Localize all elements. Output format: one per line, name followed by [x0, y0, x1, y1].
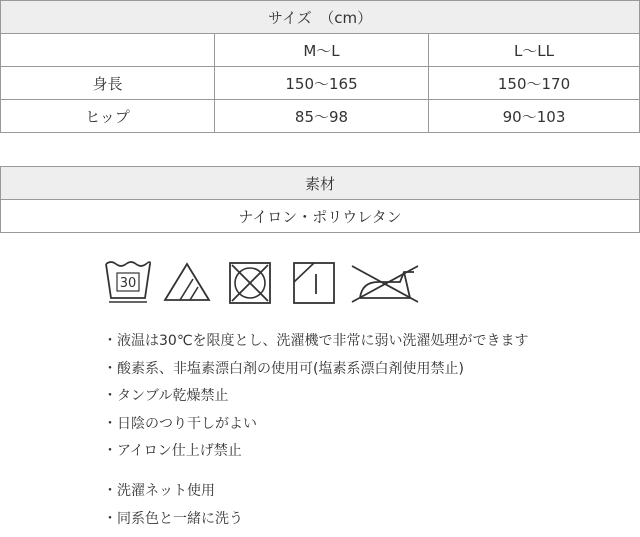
list-item: ・日陰のつり干しがよい	[103, 415, 257, 432]
row-label-hip: ヒップ	[1, 100, 215, 133]
care-notes-list	[103, 328, 529, 466]
height-m-l-value: 150〜165	[215, 67, 429, 100]
size-column-header-l-ll: L〜LL	[429, 34, 640, 67]
height-l-ll-value: 150〜170	[429, 67, 640, 100]
list-item: ・酸素系、非塩素漂白剤の使用可(塩素系漂白剤使用禁止)	[103, 360, 464, 377]
size-table-header: サイズ （cm）	[1, 1, 640, 34]
size-column-header-blank	[1, 34, 215, 67]
care-notes-list-extra	[103, 478, 243, 533]
no-iron-icon	[348, 260, 422, 306]
oxygen-bleach-icon	[162, 260, 212, 306]
hip-m-l-value: 85〜98	[215, 100, 429, 133]
shade-line-dry-icon	[292, 260, 340, 306]
list-item: ・アイロン仕上げ禁止	[103, 443, 242, 459]
material-table-header: 素材	[1, 167, 640, 200]
table-row	[1, 100, 640, 133]
list-item: ・同系色と一緒に洗う	[103, 510, 243, 527]
list-item: ・洗濯ネット使用	[103, 483, 215, 499]
wash-tub-icon	[104, 260, 152, 306]
material-value: ナイロン・ポリウレタン	[1, 200, 640, 233]
table-row	[1, 67, 640, 100]
size-table	[0, 0, 640, 133]
wash-temperature-label: 30	[119, 276, 137, 291]
size-column-header-m-l: M〜L	[215, 34, 429, 67]
list-item: ・液温は30℃を限度とし、洗濯機で非常に弱い洗濯処理ができます	[103, 333, 529, 349]
row-label-height: 身長	[1, 67, 215, 100]
material-table	[0, 166, 640, 233]
no-tumble-dry-icon	[228, 260, 274, 306]
list-item: ・タンブル乾燥禁止	[103, 388, 229, 404]
hip-l-ll-value: 90〜103	[429, 100, 640, 133]
